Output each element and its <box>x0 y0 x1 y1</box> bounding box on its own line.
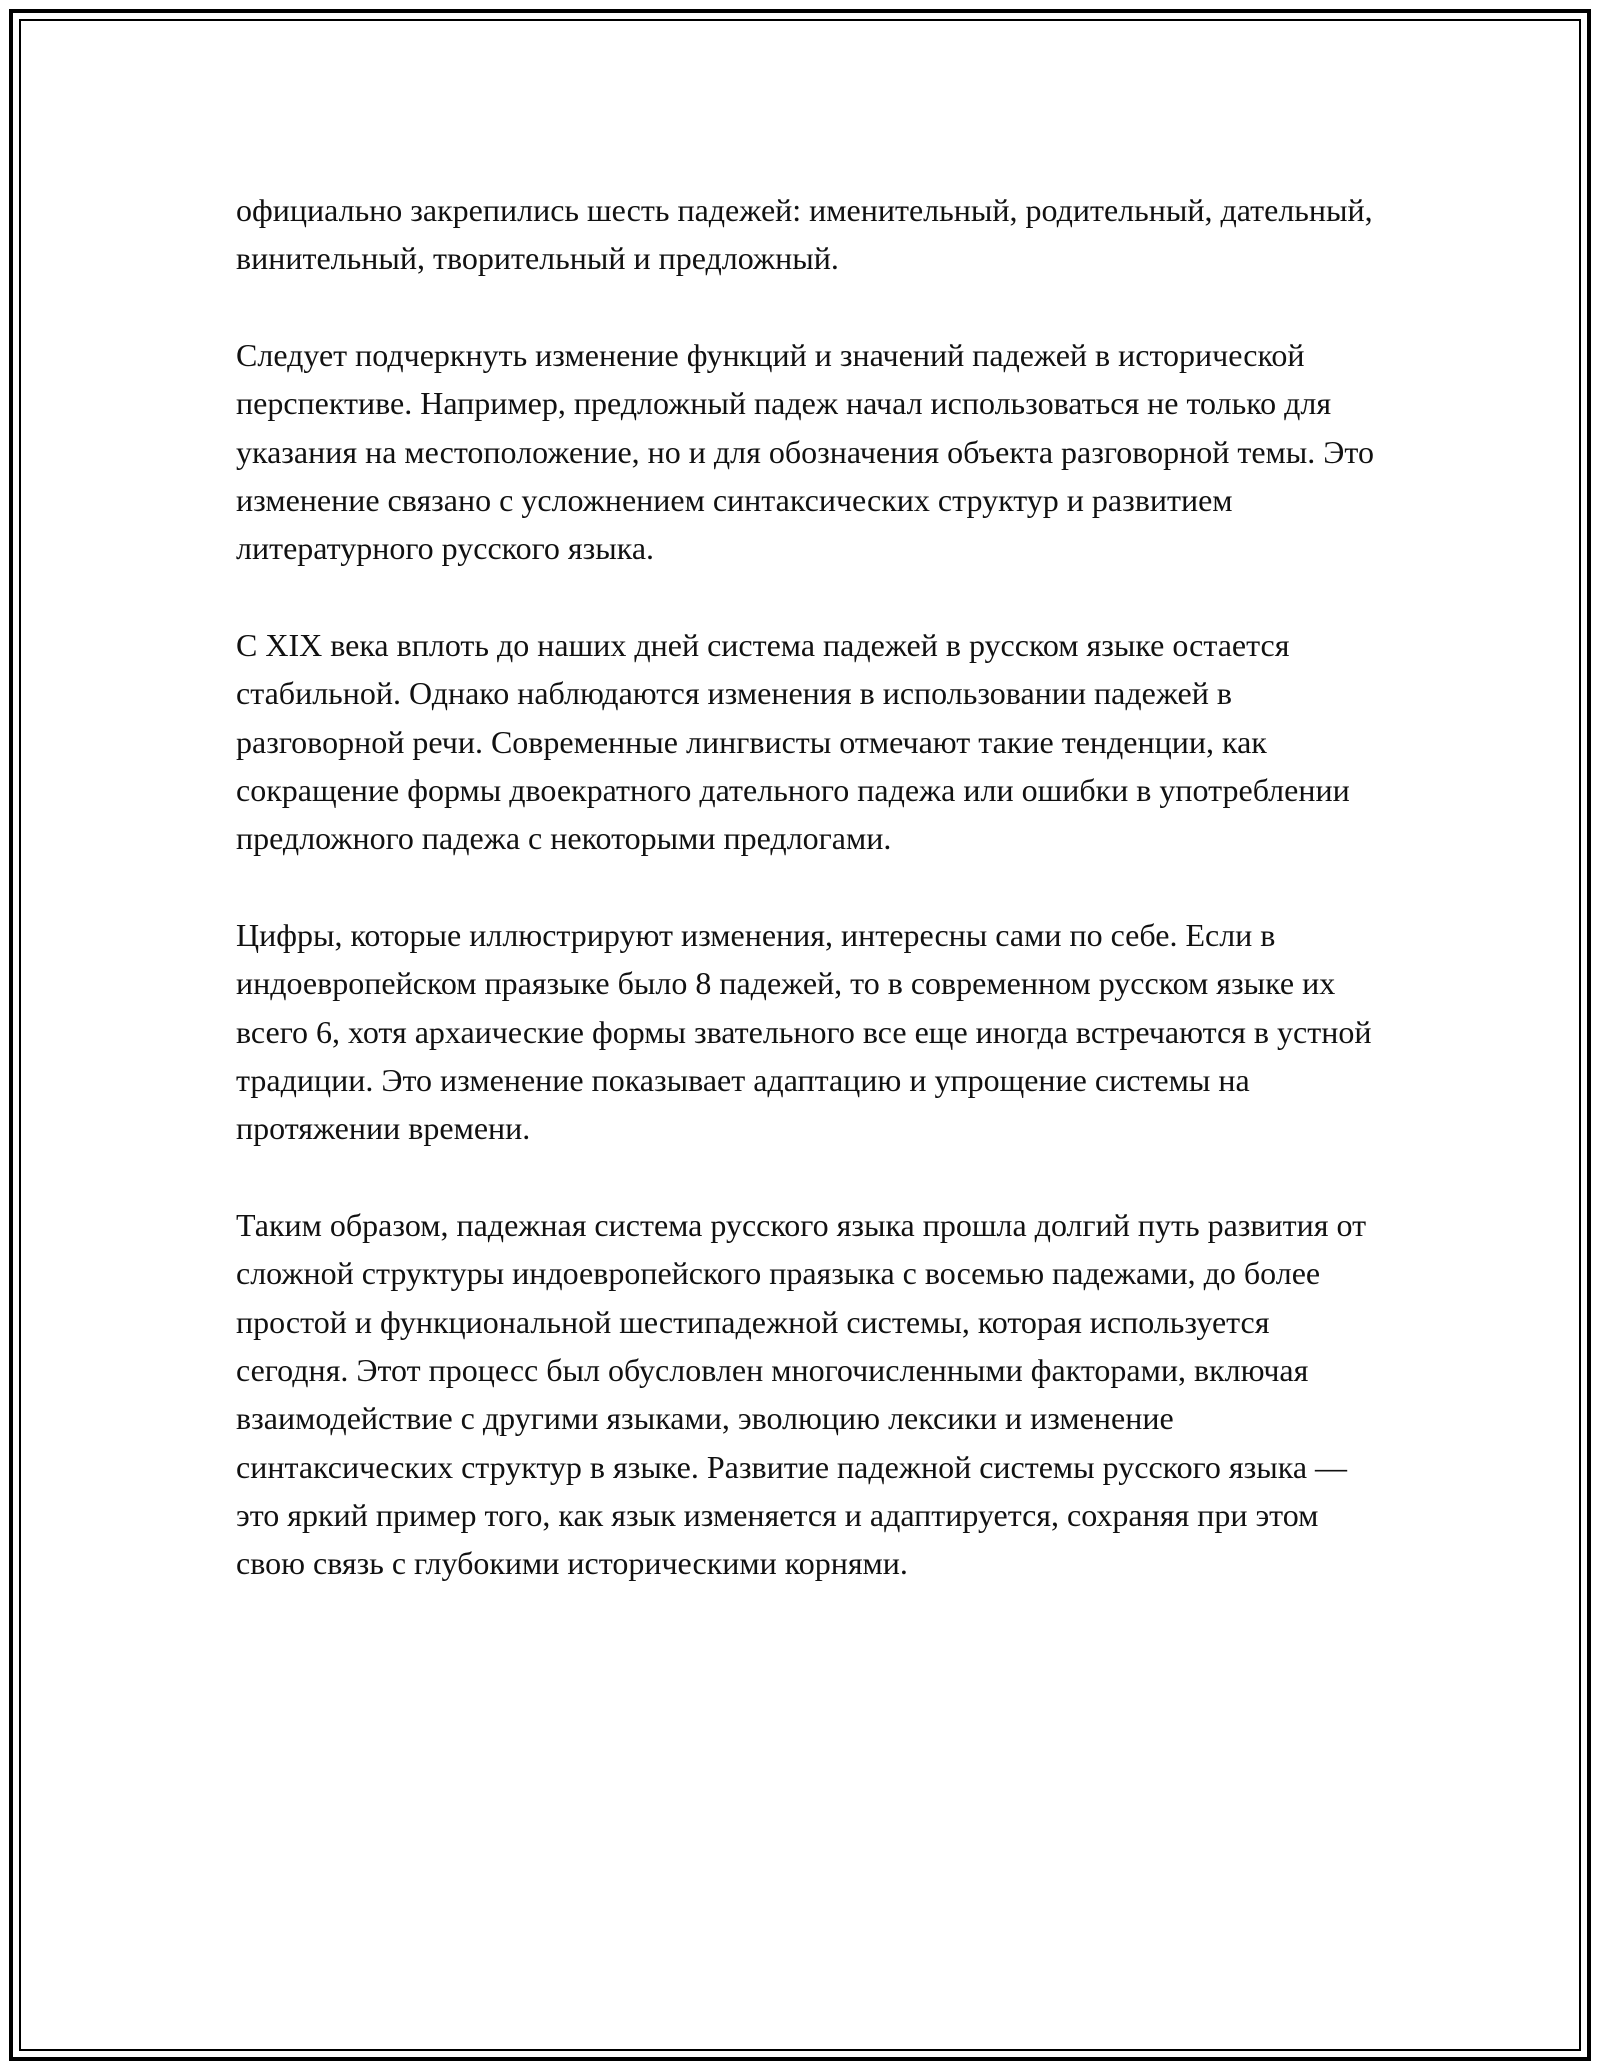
paragraph-5: Таким образом, падежная система русского языка прошла долгий путь развития от сложной структуры индоевропейского праязыка с восемью падежами, до более простой и функциональной шестипадежной системы, которая используется сегодня. Этот процесс был обусловлен многочисленными факторами, включая взаимодействие с другими языками, эволюцию лексики и изменение синтаксических структур в языке. Развитие падежной системы русского языка — это яркий пример того, как язык изменяется и адаптируется, сохраняя при этом свою связь с глубокими историческими корнями. <box>236 1207 1367 1582</box>
paragraph-2: Следует подчеркнуть изменение функций и значений падежей в исторической перспективе. Например, предложный падеж начал использоваться не только для указания на местоположение, но и для обозначения объекта разговорной темы. Это изменение связано с усложнением синтаксических структур и развитием литературного русского языка. <box>236 337 1374 567</box>
paragraph-1: официально закрепились шесть падежей: именительный, родительный, дательный, винительный, творительный и предложный. <box>236 192 1373 277</box>
paragraph-4: Цифры, которые иллюстрируют изменения, интересны сами по себе. Если в индоевропейском праязыке было 8 падежей, то в современном русском языке их всего 6, хотя архаические формы звательного все еще иногда встречаются в устной традиции. Это изменение показывает адаптацию и упрощение системы на протяжении времени. <box>236 917 1372 1147</box>
document-body <box>236 186 1376 1587</box>
paragraph-3: С XIX века вплоть до наших дней система падежей в русском языке остается стабильной. Однако наблюдаются изменения в использовании падежей в разговорной речи. Современные лингвисты отмечают такие тенденции, как сокращение формы двоекратного дательного падежа или ошибки в употреблении предложного падежа с некоторыми предлогами. <box>236 627 1350 857</box>
